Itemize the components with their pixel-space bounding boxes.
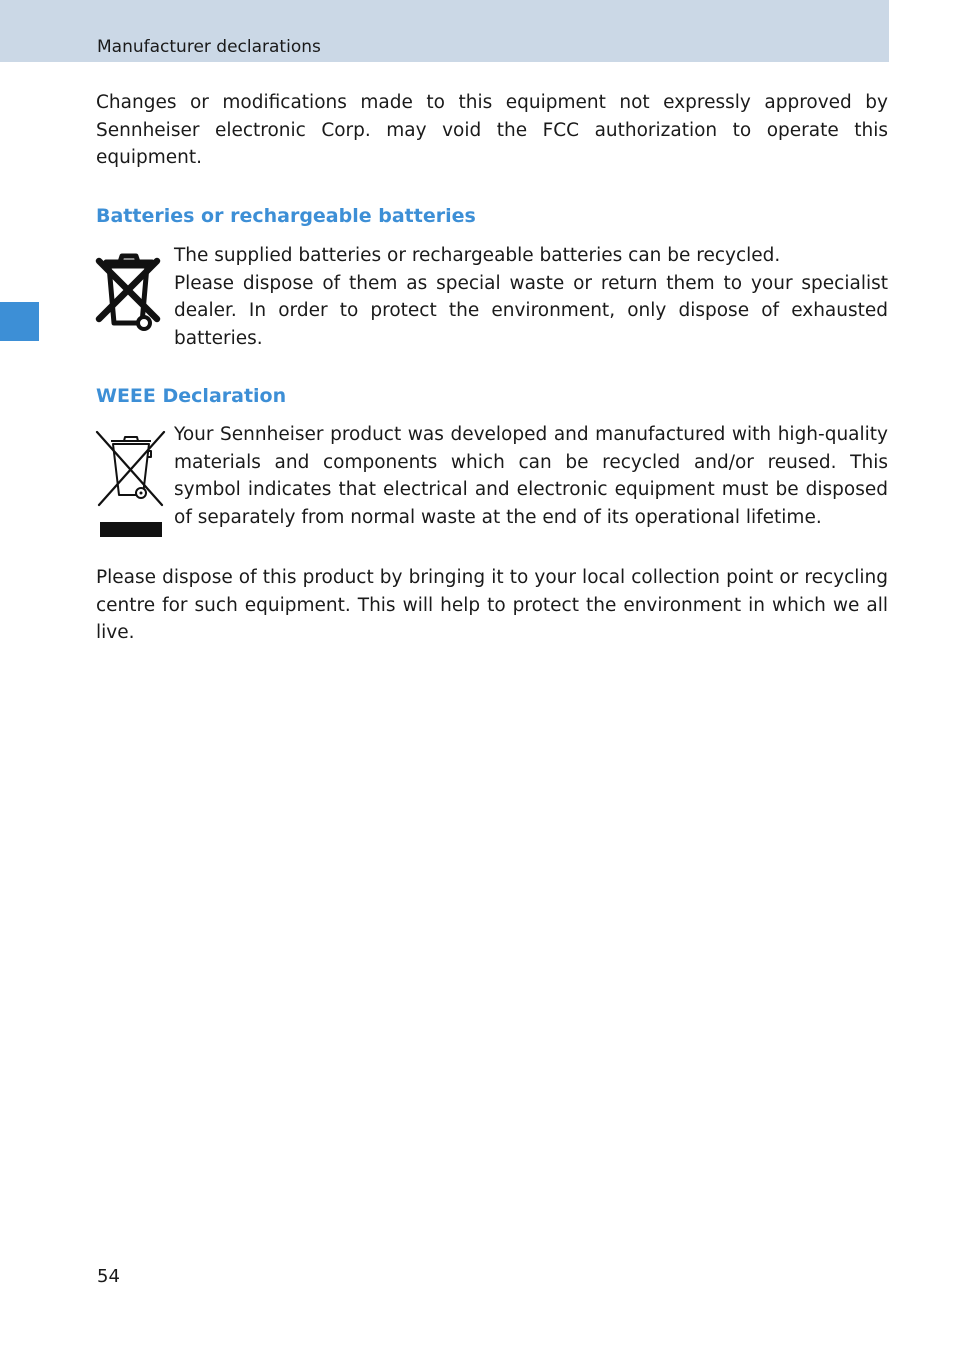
weee-closing-paragraph: Please dispose of this product by bringing it to your local collection point or recycling centre for such equipment. This will help to protect the environment in which we all live. — [96, 567, 888, 643]
batteries-line-2: Please dispose of them as special waste or return them to your specialist dealer. In order to protect the environment, only dispose of exhausted batteries. — [174, 272, 888, 349]
batteries-heading: Batteries or rechargeable batteries — [96, 205, 476, 227]
weee-paragraph: Your Sennheiser product was developed and manufactured with high-quality materials and components which can be recycled and/or reused. This symbol indicates that electrical and electronic equipment must be disposed of separately from normal waste at the end of its operational lifetime. — [174, 424, 888, 528]
batteries-paragraph — [174, 242, 888, 352]
running-header-title: Manufacturer declarations — [97, 37, 321, 57]
fcc-notice-paragraph: Changes or modifications made to this equipment not expressly approved by Sennheiser electronic Corp. may void the FCC authorization to operate this equipment. — [96, 92, 888, 168]
batteries-line-1: The supplied batteries or rechargeable batteries can be recycled. — [174, 245, 781, 266]
crossed-out-bin-icon — [94, 249, 162, 333]
chapter-side-tab — [0, 302, 39, 341]
weee-bin-icon — [95, 429, 167, 539]
page-number: 54 — [97, 1266, 120, 1287]
weee-heading: WEEE Declaration — [96, 385, 287, 407]
